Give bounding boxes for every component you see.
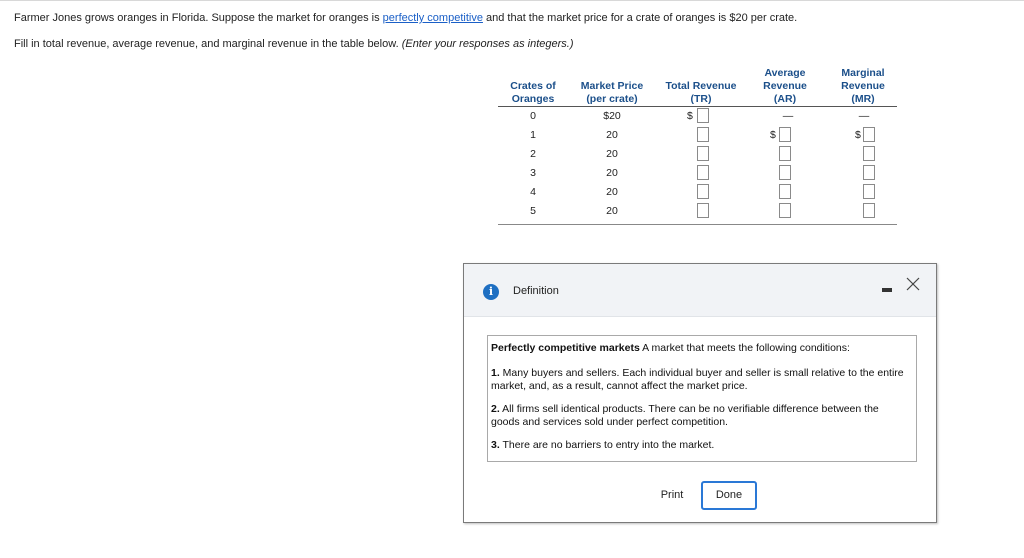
mr-dollar-sign: $ xyxy=(855,129,861,141)
print-button[interactable]: Print xyxy=(650,481,694,510)
perfectly-competitive-link[interactable]: perfectly competitive xyxy=(382,12,483,24)
question-text: Farmer Jones grows oranges in Florida. Suppose the market for oranges is xyxy=(14,12,383,24)
crates-cell: 0 xyxy=(530,110,536,122)
instruction-text: Fill in total revenue, average revenue, and marginal revenue in the table below. xyxy=(14,38,402,50)
ar-input-row-4[interactable] xyxy=(779,184,791,199)
done-button[interactable]: Done xyxy=(701,481,757,510)
tr-dollar-sign: $ xyxy=(687,110,693,122)
crates-cell: 3 xyxy=(530,167,536,179)
price-cell: 20 xyxy=(606,167,618,179)
ar-input-row-3[interactable] xyxy=(779,165,791,180)
price-cell: 20 xyxy=(606,129,618,141)
table-row-0 xyxy=(498,107,897,126)
condition-1: 1. Many buyers and sellers. Each individual buyer and seller is small relative to the entire market, and, as a result, cannot affect the market price. xyxy=(491,367,904,392)
instruction-line xyxy=(14,38,574,50)
definition-term: Perfectly competitive markets xyxy=(491,342,640,354)
definition-dialog xyxy=(463,263,937,523)
table-row-5 xyxy=(498,202,897,221)
condition-2: 2. All firms sell identical products. There can be no verifiable difference between the goods and services sold under perfect competition. xyxy=(491,403,879,428)
tr-input-row-2[interactable] xyxy=(697,146,709,161)
revenue-table xyxy=(498,62,897,226)
top-divider xyxy=(0,0,1024,1)
minimize-icon[interactable] xyxy=(882,288,892,292)
mr-input-row-5[interactable] xyxy=(863,203,875,218)
definition-box xyxy=(487,335,917,462)
ar-dash: — xyxy=(782,110,794,122)
instruction-note: (Enter your responses as integers.) xyxy=(401,38,574,50)
crates-cell: 4 xyxy=(530,186,536,198)
mr-input-row-3[interactable] xyxy=(863,165,875,180)
question-text-end: and that the market price for a crate of oranges is $20 per crate. xyxy=(482,12,798,24)
tr-input-row-3[interactable] xyxy=(697,165,709,180)
header-total-revenue: Total Revenue (TR) xyxy=(665,80,737,105)
close-icon[interactable] xyxy=(905,276,921,292)
ar-input-row-2[interactable] xyxy=(779,146,791,161)
ar-input-row-5[interactable] xyxy=(779,203,791,218)
definition-intro xyxy=(491,342,910,355)
mr-dash: — xyxy=(858,110,870,122)
mr-input-row-2[interactable] xyxy=(863,146,875,161)
crates-cell: 1 xyxy=(530,129,536,141)
dialog-header xyxy=(464,264,936,317)
price-cell: 20 xyxy=(606,186,618,198)
price-cell: 20 xyxy=(606,205,618,217)
info-icon: i xyxy=(483,284,499,300)
question-line-1 xyxy=(14,12,797,24)
table-row-3 xyxy=(498,164,897,183)
table-row-1 xyxy=(498,126,897,145)
header-marginal-revenue: Marginal Revenue (MR) xyxy=(841,67,885,105)
ar-input-row-1[interactable] xyxy=(779,127,791,142)
tr-input-row-1[interactable] xyxy=(697,127,709,142)
mr-input-row-1[interactable] xyxy=(863,127,875,142)
crates-cell: 5 xyxy=(530,205,536,217)
tr-input-row-4[interactable] xyxy=(697,184,709,199)
definition-intro-text: A market that meets the following conditions: xyxy=(639,342,850,354)
table-row-2 xyxy=(498,145,897,164)
header-crates: Crates of Oranges xyxy=(510,80,556,105)
table-header xyxy=(498,62,897,106)
tr-input-row-5[interactable] xyxy=(697,203,709,218)
ar-dollar-sign: $ xyxy=(770,129,776,141)
tr-input-row-0[interactable] xyxy=(697,108,709,123)
table-bottom-rule xyxy=(498,224,897,225)
mr-input-row-4[interactable] xyxy=(863,184,875,199)
crates-cell: 2 xyxy=(530,148,536,160)
price-cell: $20 xyxy=(603,110,621,122)
header-average-revenue: Average Revenue (AR) xyxy=(763,67,807,105)
condition-3: 3. There are no barriers to entry into the market. xyxy=(491,439,715,451)
header-market-price: Market Price (per crate) xyxy=(580,80,644,105)
dialog-title: Definition xyxy=(513,285,559,297)
table-row-4 xyxy=(498,183,897,202)
price-cell: 20 xyxy=(606,148,618,160)
